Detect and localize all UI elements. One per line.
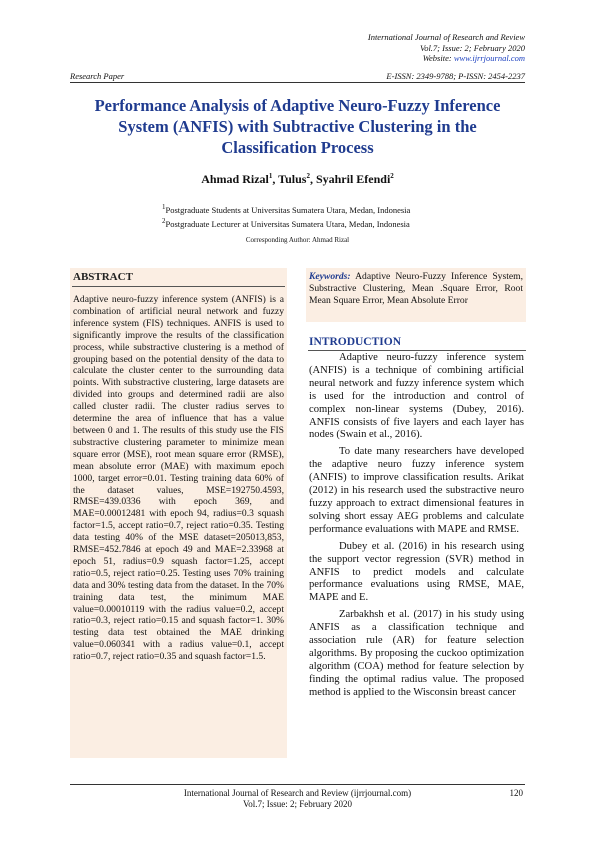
keywords-text: Adaptive Neuro-Fuzzy Inference System, Substractive Clustering, Mean .Square Error, Root Mean Square Error, Mean Absolute Error	[309, 271, 523, 306]
journal-header	[368, 32, 525, 64]
intro-paragraph-2: To date many researchers have developed the adaptive neuro fuzzy inference system (ANFIS) to improve classification results. Arikat (2012) in his research used the substractive neuro fuzzy approach to extract dimensional features in solving short essay AEG problems and calculate performance evaluations with MAPE and RMSE.	[309, 446, 524, 535]
abstract-heading: ABSTRACT	[73, 271, 133, 283]
affiliation-1: $^1$Postgraduate Students at Universitas Sumatera Utara, Medan, Indonesia	[162, 203, 411, 215]
introduction-body	[309, 352, 524, 704]
affiliations	[162, 202, 410, 231]
intro-paragraph-1: Adaptive neuro-fuzzy inference system (ANFIS) is a technique of combining artificial neural network and fuzzy inference system which is used for the introduction and control of complex non-linear systems (Dubey, 2016). ANFIS consists of five layers and each layer has nodes (Swain et al., 2016).	[309, 352, 524, 441]
author-3: Syahril Efendi$^2$	[315, 172, 394, 186]
author-1: Ahmad Rizal$^1$,	[201, 172, 279, 186]
affiliation-2: $^2$Postgraduate Lecturer at Universitas Sumatera Utara, Medan, Indonesia	[162, 217, 410, 230]
keywords	[309, 271, 523, 307]
page-number: 120	[509, 788, 523, 798]
introduction-divider	[308, 350, 526, 351]
introduction-heading: INTRODUCTION	[309, 336, 402, 348]
corresponding-author: Corresponding Author: Ahmad Rizal	[245, 236, 350, 244]
keywords-label: Keywords:	[309, 271, 351, 282]
author-2: Tulus$^2$,	[278, 172, 316, 186]
intro-paragraph-3: Dubey et al. (2016) in his research using the support vector regression (SVR) method in ANFIS to predict models and calculate performance evaluations using RMSE, MAE, MAPE and E.	[309, 540, 524, 604]
author-list	[70, 172, 525, 187]
abstract-text: Adaptive neuro-fuzzy inference system (ANFIS) is a combination of artificial neural network and fuzzy inference system (FIS) techniques. ANFIS is used to significantly improve the results of the classification process, while substractive clustering is a method of grouping based on the potential density of the data to calculate the cluster center to the surrounding data points. With substractive clustering, large datasets are divided into groups and determined radii are also called cluster radii. The cluster radius serves to determine the area of influence that has a value between 0 and 1. The results of this study use the FIS substractive clustering parameter to minimize mean square error (MSE), root mean square error (RMSE), mean absolute error (MAE) with maximum epoch 1000, target error=0.01. Testing training data 60% of the dataset values, MSE=192750.4593, RMSE=439.0336 with epoch 369, and MAE=0.00012481 with epoch 94, radius=0.3 squash factor=1.5, accept ratio=0.7, reject ratio=0.35. Testing data testing 40% of the MSE dataset=205013,853, RMSE=452.7846 at epoch 49 and MAE=2.33968 at epoch 51, radius=0.9 squash factor=1.25, accept ratio=0.5, reject ratio=0.25. Testing uses 70% training data and 30% testing data from the dataset. In the 70% training data test, the minimum MAE value=0.00010119 with the radius value=0.2, accept ratio=0.3, reject ratio=0.15 and squash factor=1. 30% testing data test obtained the MAE drinking value=0.060341 with a radius value=0.1, accept ratio=0.7, reject ratio=0.35 and squash factor=1.5.	[73, 294, 284, 663]
paper-title: Performance Analysis of Adaptive Neuro-Fuzzy Inference System (ANFIS) with Subtractive Clustering in the Classification Process	[94, 96, 501, 157]
journal-website-line	[368, 53, 525, 64]
website-label: Website:	[422, 53, 454, 63]
header-row	[70, 71, 525, 81]
journal-volume: Vol.7; Issue: 2; February 2020	[419, 42, 525, 53]
issn: E-ISSN: 2349-9788; P-ISSN: 2454-2237	[386, 71, 525, 81]
abstract-divider	[72, 286, 285, 287]
website-link[interactable]: www.ijrrjournal.com	[453, 53, 525, 63]
header-divider	[70, 82, 525, 83]
page-footer	[70, 788, 525, 810]
journal-name: International Journal of Research and Review	[367, 32, 525, 42]
paper-type: Research Paper	[70, 71, 125, 81]
footer-volume: Vol.7; Issue: 2; February 2020	[242, 799, 353, 809]
footer-journal: International Journal of Research and Review (ijrrjournal.com)	[183, 788, 412, 798]
intro-paragraph-4: Zarbakhsh et al. (2017) in his study using ANFIS as a classification technique and association rule (AR) for feature selection algorithms. By proposing the cuckoo optimization algorithm (COA) method for feature selection by finding the optimal radius value. The proposed method is applied to the Wisconsin breast cancer	[309, 609, 524, 698]
footer-divider	[70, 784, 525, 785]
